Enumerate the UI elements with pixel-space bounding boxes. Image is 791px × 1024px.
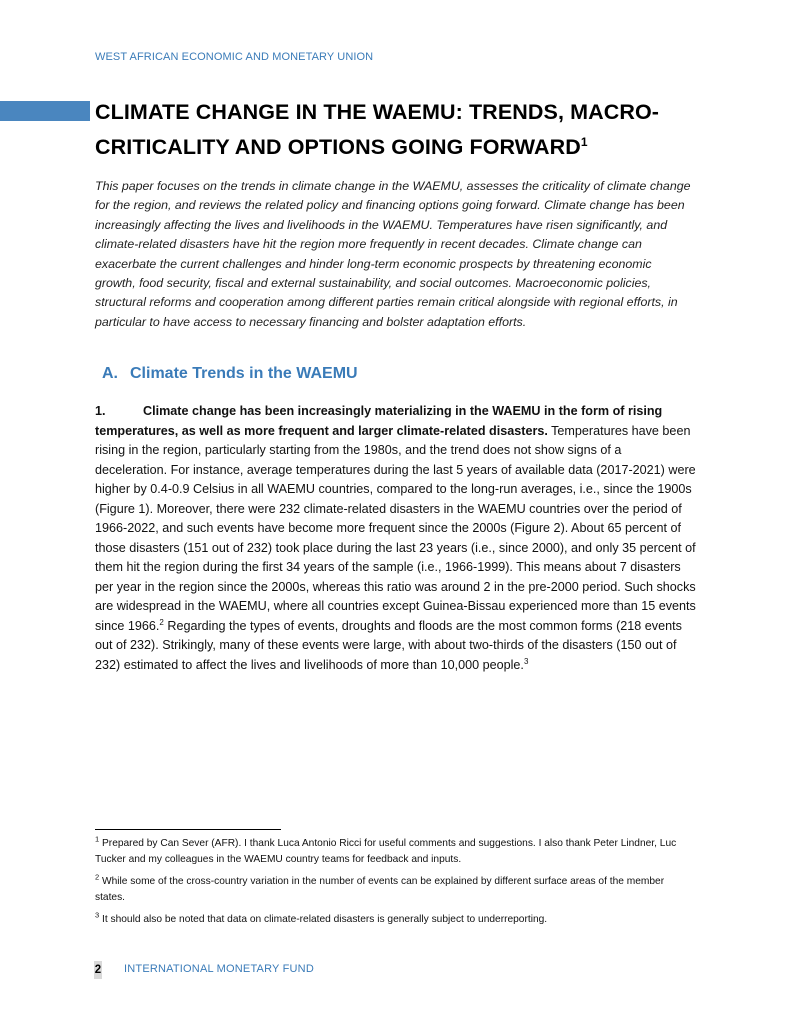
paragraph-text-a: Temperatures have been rising in the region, particularly starting from the 1980s, and the trend does not show signs of a deceleration. For instance, average temperatures during the last 5 years of available data (2017-2021) were higher by 0.4-0.9 Celsius in all WAEMU countries, compared to the long-run averages, i.e., since the 1900s (Figure 1). Moreover, there were 232 climate-related disasters in the WAEMU countries over the period of 1966-2022, and such events have become more frequent since the 2000s (Figure 2). About 65 percent of those disasters (151 out of 232) took place during the last 23 years (i.e., since 2000), and only 35 percent of them hit the region during the first 34 years of the sample (i.e., 1966-1999). This means about 7 disasters per year in the region since the 2000s, whereas this ratio was around 2 in the pre-2000 period. Such shocks are widespread in the WAEMU, where all countries except Guinea-Bissau experienced more than 15 events since 1966. bbox=[95, 423, 696, 633]
footnote-2 bbox=[95, 874, 695, 905]
footnotes bbox=[95, 836, 695, 935]
title-footnote-ref[interactable]: 1 bbox=[580, 135, 588, 149]
footnote-1 bbox=[95, 836, 695, 867]
running-footer: INTERNATIONAL MONETARY FUND bbox=[124, 963, 314, 975]
title-accent-bar bbox=[0, 101, 90, 121]
paragraph-number: 1. bbox=[95, 404, 106, 418]
page-title-text: CLIMATE CHANGE IN THE WAEMU: TRENDS, MACRO-CRITICALITY AND OPTIONS GOING FORWARD bbox=[95, 100, 660, 159]
footnote-text: While some of the cross-country variation in the number of events can be explained by different surface areas of the member states. bbox=[95, 876, 665, 903]
abstract: This paper focuses on the trends in climate change in the WAEMU, assesses the criticality of climate change for the region, and reviews the related policy and financing options going forward. Climate change has been increasingly affecting the lives and livelihoods in the WAEMU. Temperatures have risen significantly, and climate-related disasters have hit the region more frequently in recent decades. Climate change can exacerbate the current challenges and hinder long-term economic prospects by threatening economic growth, food security, fiscal and external sustainability, and social outcomes. Macroeconomic policies, structural reforms and cooperation among different parties remain critical alongside with regional efforts, in particular to have access to necessary financing and bolster adaptation efforts. bbox=[95, 179, 691, 329]
paragraph-text-b: Regarding the types of events, droughts and floods are the most common forms (218 events out of 232). Strikingly, many of these events were large, with about two-thirds of the disasters (150 out of 232) estimated to affect the lives and livelihoods of more than 10,000 people. bbox=[95, 618, 682, 672]
footnote-text: It should also be noted that data on climate-related disasters is generally subject to underreporting. bbox=[99, 914, 548, 925]
footnote-marker: 1 bbox=[95, 834, 100, 844]
paragraph-lead: Climate change has been increasingly materializing in the WAEMU in the form of rising temperatures, as well as more frequent and larger climate-related disasters. bbox=[95, 404, 663, 438]
footnote-text: Prepared by Can Sever (AFR). I thank Luca Antonio Ricci for useful comments and suggestions. I also thank Peter Lindner, Luc Tucker and my colleagues in the WAEMU country teams for feedback and inputs. bbox=[95, 838, 677, 865]
page-number: 2 bbox=[94, 961, 102, 979]
footnote-separator bbox=[95, 829, 281, 830]
section-title: Climate Trends in the WAEMU bbox=[130, 365, 358, 382]
section-letter: A. bbox=[102, 365, 118, 382]
footnote-ref-2[interactable]: 2 bbox=[159, 617, 164, 627]
footnote-marker: 3 bbox=[95, 910, 100, 920]
paragraph-1 bbox=[95, 402, 697, 675]
running-header: WEST AFRICAN ECONOMIC AND MONETARY UNION bbox=[95, 51, 374, 63]
footnote-3 bbox=[95, 912, 695, 928]
page-title bbox=[95, 95, 725, 168]
footnote-marker: 2 bbox=[95, 872, 100, 882]
section-heading bbox=[102, 365, 358, 383]
footnote-ref-3[interactable]: 3 bbox=[523, 656, 529, 666]
